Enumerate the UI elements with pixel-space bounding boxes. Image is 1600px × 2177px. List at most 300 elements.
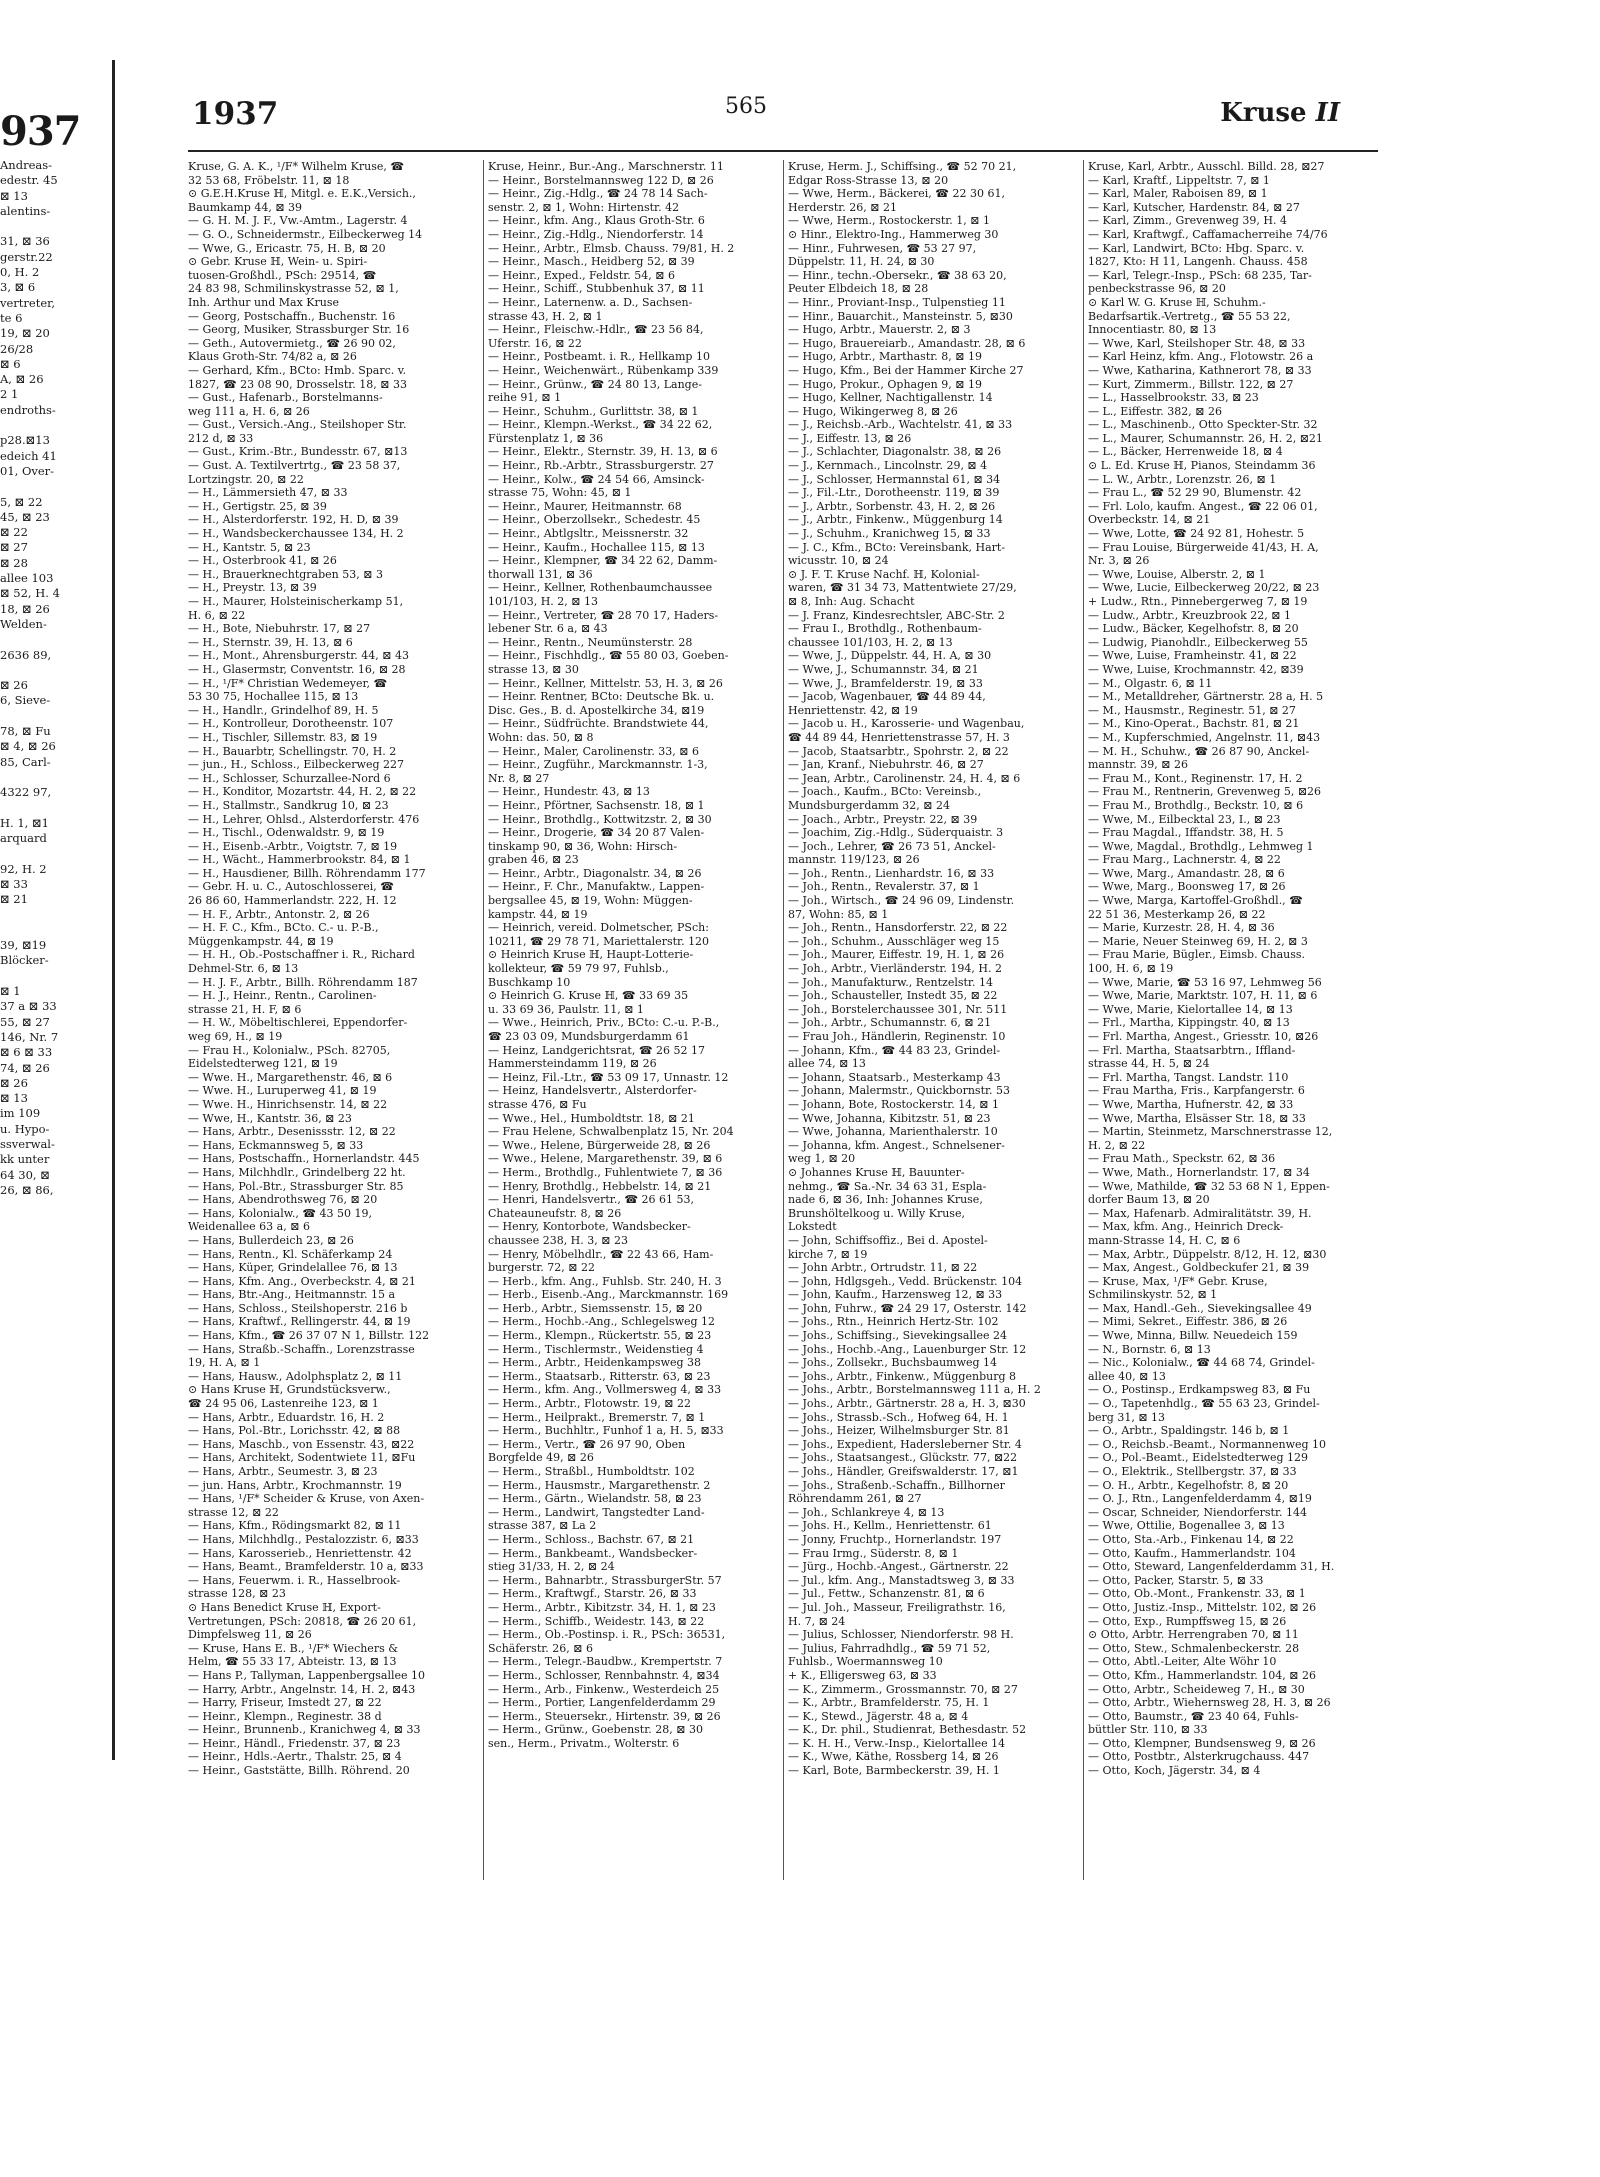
- directory-entry: — Wwe, Martha, Elsässer Str. 18, ⊠ 33: [1088, 1111, 1306, 1125]
- directory-entry: — Herm., kfm. Ang., Vollmersweg 4, ⊠ 33: [488, 1383, 722, 1397]
- header-year: 1937: [192, 96, 279, 132]
- directory-entry: — Hans, Milchhdlr., Grindelberg 22 ht.: [188, 1165, 406, 1179]
- directory-entry: — Karl, Kraftwgf., Caffamacherreihe 74/76: [1088, 227, 1328, 241]
- directory-entry: — Herb., kfm. Ang., Fuhlsb. Str. 240, H. 3: [488, 1274, 722, 1288]
- left-strip-line: 39, ⊠19: [0, 938, 47, 953]
- directory-entry: — J., Eiffestr. 13, ⊠ 26: [788, 431, 912, 445]
- left-strip-line: [0, 846, 112, 861]
- left-strip-line: ⊠ 52, H. 4: [0, 586, 60, 601]
- directory-entry: strasse 44, H. 5, ⊠ 24: [1088, 1057, 1210, 1071]
- directory-entry: burgerstr. 72, ⊠ 22: [488, 1261, 596, 1275]
- directory-entry: — Wwe, G., Ericastr. 75, H. B, ⊠ 20: [188, 241, 386, 255]
- directory-entry: — Karl Heinz, kfm. Ang., Flotowstr. 26 a: [1088, 350, 1314, 364]
- directory-entry: — H., Glasermstr, Conventstr. 16, ⊠ 28: [188, 662, 406, 676]
- directory-entry: Weidenallee 63 a, ⊠ 6: [188, 1220, 310, 1234]
- directory-entry: — O., Elektrik., Stellbergstr. 37, ⊠ 33: [1088, 1465, 1297, 1478]
- directory-entry: — Heinr., Kellner, Rothenbaumchaussee: [488, 581, 713, 595]
- directory-entry: Wohn: das. 50, ⊠ 8: [488, 730, 594, 744]
- directory-entry: Dehmel-Str. 6, ⊠ 13: [188, 962, 299, 976]
- directory-entry: — K., Zimmerm., Grossmannstr. 70, ⊠ 27: [788, 1682, 1018, 1696]
- directory-entry: — Ludw., Bäcker, Kegelhofstr. 8, ⊠ 20: [1088, 622, 1299, 636]
- directory-entry: — L., Bäcker, Herrenweide 18, ⊠ 4: [1088, 445, 1283, 459]
- directory-entry: — Hans, Kfm., Rödingsmarkt 82, ⊠ 11: [188, 1519, 402, 1533]
- left-strip-line: Welden-: [0, 616, 47, 631]
- directory-entry: — K., Arbtr., Bramfelderstr. 75, H. 1: [788, 1696, 990, 1710]
- directory-entry: Bedarfsartik.-Vertretg., ☎ 55 53 22,: [1088, 309, 1291, 323]
- directory-entry: — Herm., Klempn., Rückertstr. 55, ⊠ 23: [488, 1329, 712, 1343]
- directory-entry: — Herm., Telegr.-Baudbw., Krempertstr. 7: [488, 1655, 723, 1669]
- directory-entry: — Herm., Gärtn., Wielandstr. 58, ⊠ 23: [488, 1492, 702, 1506]
- directory-entry: ⊙ Otto, Arbtr. Herrengraben 70, ⊠ 11: [1088, 1628, 1299, 1642]
- directory-entry: Brunshöltelkoog u. Willy Kruse,: [788, 1206, 965, 1220]
- directory-entry: — Herm., Buchhltr., Funhof 1 a, H. 5, ⊠33: [488, 1424, 724, 1438]
- directory-entry: ⊙ J. F. T. Kruse Nachf. ℍ, Kolonial-: [788, 567, 980, 581]
- directory-entry: — Johs., Arbtr., Finkenw., Müggenburg 8: [788, 1369, 1016, 1383]
- directory-entry: Helm, ☎ 55 33 17, Abteistr. 13, ⊠ 13: [188, 1655, 397, 1669]
- directory-entry: wicusstr. 10, ⊠ 24: [788, 554, 889, 568]
- left-strip-line: 6, Sieve-: [0, 693, 51, 708]
- directory-entry: Lortzingstr. 20, ⊠ 22: [188, 472, 304, 486]
- directory-entry: — Karl, Bote, Barmbeckerstr. 39, H. 1: [788, 1764, 1000, 1778]
- directory-entry: — Frl. Lolo, kaufm. Angest., ☎ 22 06 01,: [1088, 499, 1318, 513]
- directory-entry: — Wwe, Luise, Framheinstr. 41, ⊠ 22: [1088, 649, 1297, 663]
- directory-entry: — Heinr., Hdls.-Aertr., Thalstr. 25, ⊠ 4: [188, 1750, 402, 1764]
- directory-entry: — Otto, Postbtr., Alsterkrugchauss. 447: [1088, 1750, 1310, 1764]
- directory-entry: Inh. Arthur und Max Kruse: [188, 295, 339, 309]
- directory-entry: — Johs., Hochb.-Ang., Lauenburger Str. 12: [788, 1342, 1027, 1356]
- left-strip-line: [0, 663, 112, 678]
- directory-entry: — Wwe. H., Margarethenstr. 46, ⊠ 6: [188, 1070, 393, 1084]
- directory-entry: Vertretungen, PSch: 20818, ☎ 26 20 61,: [188, 1614, 417, 1628]
- directory-entry: — John Arbtr., Ortrudstr. 11, ⊠ 22: [788, 1261, 978, 1275]
- directory-entry: — Hans, Kolonialw., ☎ 43 50 19,: [188, 1206, 373, 1220]
- directory-entry: — Wwe, Lotte, ☎ 24 92 81, Hohestr. 5: [1088, 527, 1305, 541]
- directory-entry: — N., Bornstr. 6, ⊠ 13: [1088, 1342, 1211, 1356]
- directory-entry: — Karl, Landwirt, BCto: Hbg. Sparc. v.: [1088, 241, 1305, 255]
- directory-entry: — Herm., Schlosser, Rennbahnstr. 4, ⊠34: [488, 1668, 720, 1682]
- directory-entry: — Geth., Autovermietg., ☎ 26 90 02,: [188, 336, 396, 350]
- directory-entry: — Heinr., Weichenwärt., Rübenkamp 339: [488, 363, 719, 377]
- directory-entry: ⊙ Hinr., Elektro-Ing., Hammerweg 30: [788, 227, 999, 241]
- directory-entry: — H. J., Heinr., Rentn., Carolinen-: [188, 989, 377, 1003]
- directory-entry: — Wwe, Johanna, Kibitzstr. 51, ⊠ 23: [788, 1111, 991, 1125]
- directory-entry: Kruse, Heinr., Bur.-Ang., Marschnerstr. 11: [488, 160, 724, 173]
- directory-entry: — Wwe, Marg., Boonsweg 17, ⊠ 26: [1088, 880, 1286, 894]
- directory-entry: — Johann, Kfm., ☎ 44 83 23, Grindel-: [788, 1043, 1001, 1057]
- directory-entry: — Frau Louise, Bürgerweide 41/43, H. A,: [1088, 540, 1319, 554]
- directory-entry: weg 69, H., ⊠ 19: [188, 1030, 283, 1043]
- directory-entry: Edgar Ross-Strasse 13, ⊠ 20: [788, 173, 949, 187]
- directory-entry: — Hans, Hausw., Adolphsplatz 2, ⊠ 11: [188, 1369, 403, 1383]
- directory-entry: — J., Arbtr., Finkenw., Müggenburg 14: [788, 513, 1003, 527]
- directory-entry: — Joh., Arbtr., Schumannstr. 6, ⊠ 21: [788, 1016, 992, 1030]
- directory-entry: — Otto, Koch, Jägerstr. 34, ⊠ 4: [1088, 1764, 1261, 1778]
- directory-entry: — Johs., Straßenb.-Schaffn., Billhorner: [788, 1478, 1005, 1492]
- directory-entry: ⊙ Heinrich G. Kruse ℍ, ☎ 33 69 35: [488, 989, 689, 1003]
- directory-entry: — Wwe, Marie, Kielortallee 14, ⊠ 13: [1088, 1002, 1293, 1016]
- directory-entry: — Herm., Bahnarbtr., StrassburgerStr. 57: [488, 1573, 722, 1587]
- directory-entry: 53 30 75, Hochallee 115, ⊠ 13: [188, 690, 359, 704]
- left-strip-line: alentins-: [0, 203, 51, 218]
- directory-entry: — Joh., Maurer, Eiffestr. 19, H. 1, ⊠ 26: [788, 948, 1005, 962]
- directory-entry: Fuhlsb., Woermannsweg 10: [788, 1655, 943, 1669]
- directory-entry: — Jul., Fettw., Schanzenstr. 81, ⊠ 6: [788, 1587, 985, 1601]
- left-strip-line: ⊠ 4, ⊠ 26: [0, 739, 56, 754]
- directory-entry: — Frau Magdal., Iffandstr. 38, H. 5: [1088, 826, 1284, 840]
- directory-entry: — Joach., Kaufm., BCto: Vereinsb.,: [788, 785, 982, 799]
- directory-entry: — J. Franz, Kindesrechtsler, ABC-Str. 2: [788, 608, 1005, 622]
- directory-entry: — L., Maurer, Schumannstr. 26, H. 2, ⊠21: [1088, 431, 1323, 445]
- directory-entry: ⊙ L. Ed. Kruse ℍ, Pianos, Steindamm 36: [1088, 459, 1316, 473]
- directory-entry: — Hinr., Fuhrwesen, ☎ 53 27 97,: [788, 241, 977, 255]
- directory-entry: — Otto, Steward, Langenfelderdamm 31, H.: [1088, 1560, 1335, 1574]
- directory-entry: — Heinr., Oberzollsekr., Schedestr. 45: [488, 513, 701, 527]
- directory-entry: Hammersteindamm 119, ⊠ 26: [488, 1057, 657, 1071]
- directory-entry: 100, H. 6, ⊠ 19: [1088, 962, 1174, 976]
- directory-entry: — Otto, Arbtr., Wiehernsweg 28, H. 3, ⊠ 26: [1088, 1696, 1331, 1710]
- directory-entry: strasse 476, ⊠ Fu: [488, 1097, 587, 1111]
- directory-entry: — Marie, Neuer Steinweg 69, H. 2, ⊠ 3: [1088, 934, 1308, 948]
- directory-entry: Düppelstr. 11, H. 24, ⊠ 30: [788, 255, 935, 269]
- left-strip-line: 26, ⊠ 86,: [0, 1182, 54, 1197]
- directory-entry: — Herm., Schiffb., Weidestr. 143, ⊠ 22: [488, 1614, 705, 1628]
- directory-entry: — Joh., Schausteller, Instedt 35, ⊠ 22: [788, 989, 998, 1003]
- directory-entry: Nr. 8, ⊠ 27: [488, 771, 550, 785]
- column-divider: [483, 160, 484, 1880]
- directory-entry: — Heinr., Maler, Carolinenstr. 33, ⊠ 6: [488, 744, 700, 758]
- directory-entry: — Hinr., Bauarchit., Mansteinstr. 5, ⊠30: [788, 309, 1013, 323]
- directory-entry: — Oscar, Schneider, Niendorferstr. 144: [1088, 1505, 1308, 1519]
- directory-entry: — Otto, Kaufm., Hammerlandstr. 104: [1088, 1546, 1296, 1560]
- directory-entry: — Georg, Musiker, Strassburger Str. 16: [188, 323, 410, 337]
- directory-entry: ☎ 44 89 44, Henriettenstrasse 57, H. 3: [788, 730, 1010, 744]
- directory-entry: — Frau Marie, Bügler., Eimsb. Chauss.: [1088, 948, 1305, 962]
- left-strip-line: allee 103: [0, 571, 54, 586]
- directory-entry: — Frau Martha, Fris., Karpfangerstr. 6: [1088, 1084, 1305, 1098]
- directory-entry: — Joh., Borstelerchaussee 301, Nr. 511: [788, 1002, 1008, 1016]
- directory-entry: Herderstr. 26, ⊠ 21: [788, 200, 897, 214]
- directory-entry: 101/103, H. 2, ⊠ 13: [488, 595, 598, 608]
- left-strip-line: vertreter,: [0, 295, 56, 310]
- directory-entry: — Wwe, Luise, Krochmannstr. 42, ⊠39: [1088, 662, 1304, 676]
- directory-entry: — Herb., Eisenb.-Ang., Marckmannstr. 169: [488, 1288, 729, 1302]
- directory-entry: — Wwe, J., Düppelstr. 44, H. A, ⊠ 30: [788, 649, 992, 663]
- directory-entry: — Herm., Hochb.-Ang., Schlegelsweg 12: [488, 1315, 716, 1329]
- directory-entry: — Frau M., Brothdlg., Beckstr. 10, ⊠ 6: [1088, 798, 1304, 812]
- directory-entry: — Heinr., Vertreter, ☎ 28 70 17, Haders-: [488, 608, 719, 622]
- directory-entry: 10211, ☎ 29 78 71, Mariettalerstr. 120: [488, 934, 710, 948]
- directory-entry: — K., Wwe, Käthe, Rossberg 14, ⊠ 26: [788, 1750, 999, 1764]
- directory-entry: strasse 21, H. F, ⊠ 6: [188, 1002, 302, 1016]
- directory-entry: ⊙ Gebr. Kruse ℍ, Wein- u. Spiri-: [188, 255, 368, 269]
- directory-entry: reihe 91, ⊠ 1: [488, 391, 562, 405]
- directory-entry: strasse 387, ⊠ La 2: [488, 1519, 597, 1533]
- directory-entry: 26 86 60, Hammerlandstr. 222, H. 12: [188, 894, 397, 908]
- directory-entry: ☎ 24 95 06, Lastenreihe 123, ⊠ 1: [188, 1397, 379, 1411]
- directory-entry: — J., Fil.-Ltr., Dorotheenstr. 119, ⊠ 39: [788, 486, 1000, 500]
- directory-entry: Fürstenplatz 1, ⊠ 36: [488, 431, 604, 445]
- directory-entry: — Joh., Rentn., Revalerstr. 37, ⊠ 1: [788, 880, 980, 894]
- directory-entry: — J., Schuhm., Kranichweg 15, ⊠ 33: [788, 527, 991, 541]
- directory-entry: — H., Mont., Ahrensburgerstr. 44, ⊠ 43: [188, 649, 409, 663]
- directory-entry: — Heinr., Masch., Heidberg 52, ⊠ 39: [488, 255, 695, 269]
- left-strip-line: te 6: [0, 310, 23, 325]
- directory-entry: — Heinr., Gaststätte, Billh. Röhrend. 20: [188, 1764, 410, 1778]
- directory-entry: — Heinr., Exped., Feldstr. 54, ⊠ 6: [488, 268, 675, 282]
- directory-entry: Kruse, Karl, Arbtr., Ausschl. Billd. 28, ⊠27: [1088, 160, 1325, 173]
- directory-entry: — Otto, Exp., Rumpffsweg 15, ⊠ 26: [1088, 1614, 1287, 1628]
- directory-entry: — Frl., Martha, Kippingstr. 40, ⊠ 13: [1088, 1016, 1290, 1030]
- directory-entry: — H., Stallmstr., Sandkrug 10, ⊠ 23: [188, 798, 389, 812]
- running-head-section: II: [1315, 98, 1340, 128]
- directory-entry: 87, Wohn: 85, ⊠ 1: [788, 907, 889, 921]
- directory-entry: — Joh., Manufakturw., Rentzelstr. 14: [788, 975, 993, 989]
- directory-entry: — Mimi, Sekret., Eiffestr. 386, ⊠ 26: [1088, 1315, 1288, 1329]
- directory-entry: — John, Fuhrw., ☎ 24 29 17, Osterstr. 142: [788, 1301, 1027, 1315]
- directory-entry: — Johs., Händler, Greifswalderstr. 17, ⊠1: [788, 1465, 1019, 1478]
- directory-entry: kampstr. 44, ⊠ 19: [488, 907, 588, 921]
- directory-entry: dorfer Baum 13, ⊠ 20: [1088, 1193, 1210, 1207]
- directory-entry: — Heinr., Kolw., ☎ 24 54 66, Amsinck-: [488, 472, 705, 486]
- directory-entry: — Otto, Baumstr., ☎ 23 40 64, Fuhls-: [1088, 1709, 1299, 1723]
- directory-entry: — Heinr., Brunnenb., Kranichweg 4, ⊠ 33: [188, 1723, 421, 1737]
- directory-entry: kirche 7, ⊠ 19: [788, 1247, 868, 1261]
- directory-entry: — K., Dr. phil., Studienrat, Bethesdastr. 52: [788, 1723, 1027, 1737]
- left-strip-line: u. Hypo-: [0, 1121, 50, 1136]
- directory-entry: — H. H., Ob.-Postschaffner i. R., Richard: [188, 948, 415, 962]
- directory-entry: — Hans, Milchhdlg., Pestalozzistr. 6, ⊠33: [188, 1532, 419, 1546]
- left-strip-line: ⊠ 28: [0, 555, 28, 570]
- directory-entry: — G. H. M. J. F., Vw.-Amtm., Lagerstr. 4: [188, 214, 408, 228]
- directory-entry: — Frau Helene, Schwalbenplatz 15, Nr. 204: [488, 1125, 734, 1139]
- directory-entry: — Frau M., Rentnerin, Grevenweg 5, ⊠26: [1088, 785, 1322, 799]
- directory-entry: — Wwe., Helene, Margarethenstr. 39, ⊠ 6: [488, 1152, 723, 1166]
- directory-entry: Baumkamp 44, ⊠ 39: [188, 200, 303, 214]
- left-strip-line: ⊠ 26: [0, 1075, 28, 1090]
- directory-entry: — Herm., Brothdlg., Fuhlentwiete 7, ⊠ 36: [488, 1165, 723, 1179]
- directory-entry: — Max, Angest., Goldbeckufer 21, ⊠ 39: [1088, 1261, 1310, 1275]
- directory-entry: — Johann, Malermstr., Quickbornstr. 53: [788, 1084, 1011, 1098]
- directory-entry: — H. W., Möbeltischlerei, Eppendorfer-: [188, 1016, 408, 1030]
- directory-entry: — Kurt, Zimmerm., Billstr. 122, ⊠ 27: [1088, 377, 1294, 391]
- directory-entry: u. 33 69 36, Paulstr. 11, ⊠ 1: [488, 1002, 644, 1016]
- directory-entry: — Joachim, Zig.-Hdlg., Süderquaistr. 3: [788, 826, 1004, 840]
- directory-entry: Müggenkampstr. 44, ⊠ 19: [188, 934, 334, 948]
- directory-entry: — Hans, Eckmannsweg 5, ⊠ 33: [188, 1138, 364, 1152]
- directory-entry: — Henri, Handelsvertr., ☎ 26 61 53,: [488, 1193, 695, 1207]
- directory-entry: Kruse, Herm. J., Schiffsing., ☎ 52 70 21,: [788, 160, 1017, 173]
- left-page-year: 937: [0, 108, 81, 155]
- directory-entry: — Heinr., Kellner, Mittelstr. 53, H. 3, ⊠ 26: [488, 676, 723, 690]
- directory-entry: — Wwe, Lucie, Eilbeckerweg 20/22, ⊠ 23: [1088, 581, 1320, 595]
- directory-entry: chaussee 238, H. 3, ⊠ 23: [488, 1233, 628, 1247]
- directory-entry: — Heinr., Zig.-Hdlg., ☎ 24 78 14 Sach-: [488, 187, 708, 201]
- directory-entry: — Julius, Schlosser, Niendorferstr. 98 H.: [788, 1628, 1014, 1642]
- directory-entry: — H., ¹/F* Christian Wedemeyer, ☎: [188, 676, 388, 690]
- left-strip-line: [0, 632, 112, 647]
- directory-entry: — Heinr., Maurer, Heitmannstr. 68: [488, 499, 682, 513]
- left-strip-line: ⊠ 1: [0, 984, 21, 999]
- directory-entry: chaussee 101/103, H. 2, ⊠ 13: [788, 635, 953, 649]
- left-strip-line: 45, ⊠ 23: [0, 509, 50, 524]
- directory-entry: — Wwe, Marga, Kartoffel-Großhdl., ☎: [1088, 894, 1303, 908]
- directory-entry: — Johann, Staatsarb., Mesterkamp 43: [788, 1070, 1001, 1084]
- directory-entry: — M. H., Schuhw., ☎ 26 87 90, Anckel-: [1088, 744, 1310, 758]
- directory-entry: — Joh., Rentn., Hansdorferstr. 22, ⊠ 22: [788, 921, 1008, 935]
- directory-entry: — H., Konditor, Mozartstr. 44, H. 2, ⊠ 22: [188, 785, 417, 799]
- directory-entry: — H., Kontrolleur, Dorotheenstr. 107: [188, 717, 394, 731]
- directory-entry: — Heinr., Drogerie, ☎ 34 20 87 Valen-: [488, 826, 705, 840]
- directory-entry: — jun. Hans, Arbtr., Krochmannstr. 19: [188, 1478, 402, 1492]
- directory-entry: — Wwe, Martha, Hufnerstr. 42, ⊠ 33: [1088, 1097, 1294, 1111]
- directory-entry: senstr. 2, ⊠ 1, Wohn: Hirtenstr. 42: [488, 200, 680, 214]
- directory-entry: — J., Reichsb.-Arb., Wachtelstr. 41, ⊠ 33: [788, 418, 1013, 432]
- left-strip-line: 146, Nr. 7: [0, 1029, 59, 1044]
- left-strip-line: ⊠ 33: [0, 876, 28, 891]
- directory-entry: — Heinr., Klempn.-Werkst., ☎ 34 22 62,: [488, 418, 713, 432]
- left-strip-line: Andreas-: [0, 158, 53, 172]
- left-strip-line: [0, 969, 112, 984]
- directory-entry: — Heinr., Schuhm., Gurlittstr. 38, ⊠ 1: [488, 404, 699, 418]
- directory-entry: — Otto, Kfm., Hammerlandstr. 104, ⊠ 26: [1088, 1668, 1316, 1682]
- directory-entry: nehmg., ☎ Sa.-Nr. 34 63 31, Espla-: [788, 1179, 987, 1193]
- directory-entry: — Heinrich, vereid. Dolmetscher, PSch:: [488, 921, 709, 935]
- directory-entry: — Heinr., Arbtr., Elmsb. Chauss. 79/81, H. 2: [488, 241, 735, 255]
- left-strip-line: ⊠ 6 ⊠ 33: [0, 1045, 53, 1060]
- directory-entry: — Joach., Arbtr., Preystr. 22, ⊠ 39: [788, 812, 978, 826]
- directory-entry: — John, Hdlgsgeh., Vedd. Brückenstr. 104: [788, 1274, 1023, 1288]
- directory-entry: — J., Arbtr., Sorbenstr. 43, H. 2, ⊠ 26: [788, 499, 996, 513]
- directory-entry: — Johanna, kfm. Angest., Schnelsener-: [788, 1138, 1005, 1152]
- directory-entry: — Johs., Zollsekr., Buchsbaumweg 14: [788, 1356, 998, 1370]
- directory-entry: — Karl, Kutscher, Hardenstr. 84, ⊠ 27: [1088, 200, 1300, 214]
- directory-entry: — Jacob u. H., Karosserie- und Wagenbau,: [788, 717, 1025, 731]
- left-strip-line: 18, ⊠ 26: [0, 601, 50, 616]
- directory-entry: 1827, Kto: H 11, Langenh. Chauss. 458: [1088, 255, 1308, 269]
- directory-entry: kollekteur, ☎ 59 79 97, Fuhlsb.,: [488, 962, 669, 976]
- directory-entry: — L., Hasselbrookstr. 33, ⊠ 23: [1088, 391, 1259, 405]
- directory-entry: ⊙ Hans Kruse ℍ, Grundstücksverw.,: [188, 1383, 391, 1397]
- directory-entry: — jun., H., Schloss., Eilbeckerweg 227: [188, 758, 405, 772]
- directory-entry: — Wwe. H., Hinrichsenstr. 14, ⊠ 22: [188, 1097, 388, 1111]
- directory-entry: — Herm., Steuersekr., Hirtenstr. 39, ⊠ 26: [488, 1709, 721, 1723]
- directory-entry: ⊠ 8, Inh: Aug. Schacht: [788, 595, 915, 608]
- directory-entry: — Wwe, J., Schumannstr. 34, ⊠ 21: [788, 662, 979, 676]
- directory-entry: — O., Reichsb.-Beamt., Normannenweg 10: [1088, 1437, 1327, 1451]
- directory-entry: — Joh., Wirtsch., ☎ 24 96 09, Lindenstr.: [788, 894, 1015, 908]
- left-strip-line: 37 a ⊠ 33: [0, 999, 57, 1014]
- directory-entry: — Hans, Pol.-Btr., Lorichsstr. 42, ⊠ 88: [188, 1424, 401, 1438]
- running-head-name: Kruse: [1220, 98, 1307, 128]
- left-strip-line: ⊠ 26: [0, 678, 28, 693]
- directory-entry: — Johs., Arbtr., Borstelmannsweg 111 a, H. 2: [788, 1383, 1041, 1397]
- directory-entry: — H., Wandsbeckerchaussee 134, H. 2: [188, 527, 404, 541]
- directory-entry: — H., Kantstr. 5, ⊠ 23: [188, 540, 311, 554]
- directory-entry: — Otto, Ob.-Mont., Frankenstr. 33, ⊠ 1: [1088, 1587, 1306, 1601]
- directory-entry: — Heinr., Borstelmannsweg 122 D, ⊠ 26: [488, 173, 714, 187]
- directory-entry: — G. O., Schneidermstr., Eilbeckerweg 14: [188, 227, 423, 241]
- directory-entry: — Herm., Schloss., Bachstr. 67, ⊠ 21: [488, 1532, 695, 1546]
- directory-entry: — Heinr., Arbtr., Diagonalstr. 34, ⊠ 26: [488, 866, 702, 880]
- directory-entry: — Heinr., Kaufm., Hochallee 115, ⊠ 13: [488, 540, 705, 554]
- left-strip-line: ⊠ 27: [0, 540, 28, 555]
- directory-entry: — J., Schlachter, Diagonalstr. 38, ⊠ 26: [788, 445, 1002, 459]
- directory-entry: — O., Tapetenhdlg., ☎ 55 63 23, Grindel-: [1088, 1397, 1320, 1411]
- directory-entry: — Heinr. Rentner, BCto: Deutsche Bk. u.: [488, 690, 715, 704]
- directory-entry: + Ludw., Rtn., Pinnebergerweg 7, ⊠ 19: [1088, 595, 1308, 608]
- directory-entry: — Johann, Bote, Rostockerstr. 14, ⊠ 1: [788, 1097, 999, 1111]
- directory-entry: — Wwe., Heinrich, Priv., BCto: C.-u. P.-B.,: [488, 1016, 720, 1030]
- directory-entry: — Marie, Kurzestr. 28, H. 4, ⊠ 36: [1088, 921, 1275, 935]
- directory-entry: — Heinr., Laternenw. a. D., Sachsen-: [488, 295, 693, 309]
- left-strip-line: 92, H. 2: [0, 861, 47, 876]
- directory-entry: mannstr. 39, ⊠ 26: [1088, 758, 1188, 772]
- directory-entry: — Ludw., Arbtr., Kreuzbrook 22, ⊠ 1: [1088, 608, 1292, 622]
- directory-entry: — Harry, Arbtr., Angelnstr. 14, H. 2, ⊠43: [188, 1682, 416, 1696]
- directory-entry: ⊙ Karl W. G. Kruse ℍ, Schuhm.-: [1088, 295, 1266, 309]
- directory-entry: — H., Brauerknechtgraben 53, ⊠ 3: [188, 567, 383, 581]
- directory-entry: — Hugo, Arbtr., Marthastr. 8, ⊠ 19: [788, 350, 982, 364]
- directory-column-1: [188, 160, 478, 1880]
- directory-entry: — Otto, Stew., Schmalenbeckerstr. 28: [1088, 1641, 1300, 1655]
- directory-entry: lebener Str. 6 a, ⊠ 43: [488, 622, 608, 636]
- directory-entry: — Heinr., Grünw., ☎ 24 80 13, Lange-: [488, 377, 702, 391]
- directory-entry: — Hugo, Prokur., Ophagen 9, ⊠ 19: [788, 377, 982, 391]
- directory-entry: — Heinr., Pförtner, Sachsenstr. 18, ⊠ 1: [488, 798, 705, 812]
- directory-entry: — Hans, Btr.-Ang., Heitmannstr. 15 a: [188, 1288, 396, 1302]
- directory-entry: — Georg, Postschaffn., Buchenstr. 16: [188, 309, 396, 323]
- directory-entry: — H., Preystr. 13, ⊠ 39: [188, 581, 317, 595]
- directory-entry: — H., Bote, Niebuhrstr. 17, ⊠ 27: [188, 622, 371, 636]
- directory-entry: Mundsburgerdamm 32, ⊠ 24: [788, 798, 950, 812]
- directory-entry: — J. C., Kfm., BCto: Vereinsbank, Hart-: [788, 540, 1006, 554]
- directory-entry: — Wwe. H., Luruperweg 41, ⊠ 19: [188, 1084, 377, 1098]
- left-strip-line: arquard: [0, 831, 47, 846]
- directory-entry: — M., Olgastr. 6, ⊠ 11: [1088, 676, 1213, 690]
- directory-entry: — Wwe, Magdal., Brothdlg., Lehmweg 1: [1088, 839, 1314, 853]
- directory-entry: — H., Bauarbtr, Schellingstr. 70, H. 2: [188, 744, 397, 758]
- directory-entry: — Herm., Staatsarb., Ritterstr. 63, ⊠ 23: [488, 1369, 711, 1383]
- running-head: [1220, 98, 1340, 128]
- directory-entry: — Wwe, Marg., Amandastr. 28, ⊠ 6: [1088, 866, 1285, 880]
- directory-entry: — Gebr. H. u. C., Autoschlosserei, ☎: [188, 880, 394, 894]
- directory-entry: — H., Schlosser, Schurzallee-Nord 6: [188, 771, 391, 785]
- directory-entry: graben 46, ⊠ 23: [488, 853, 579, 867]
- left-page-lines: [0, 158, 112, 1198]
- directory-entry: — Gust., Versich.-Ang., Steilshoper Str.: [188, 418, 407, 432]
- left-strip-line: [0, 908, 112, 923]
- directory-entry: — Gust., Hafenarb., Borstelmanns-: [188, 391, 383, 405]
- left-strip-line: [0, 770, 112, 785]
- directory-entry: Lokstedt: [788, 1220, 837, 1234]
- column-divider: [1083, 160, 1084, 1880]
- directory-entry: Schmilinskystr. 52, ⊠ 1: [1088, 1288, 1218, 1302]
- left-strip-line: ssverwal-: [0, 1137, 55, 1151]
- directory-entry: — J., Schlosser, Hermannstal 61, ⊠ 34: [788, 472, 1001, 486]
- left-strip-line: 74, ⊠ 26: [0, 1060, 50, 1075]
- directory-entry: — Wwe, Ottilie, Bogenallee 3, ⊠ 13: [1088, 1519, 1285, 1533]
- directory-page: [170, 88, 1380, 1880]
- directory-entry: — H., Alsterdorferstr. 192, H. D, ⊠ 39: [188, 513, 399, 527]
- directory-entry: — Hans, Arbtr., Eduardstr. 16, H. 2: [188, 1410, 385, 1424]
- left-strip-line: 3, ⊠ 6: [0, 280, 36, 295]
- directory-entry: — Hugo, Wikingerweg 8, ⊠ 26: [788, 404, 958, 418]
- directory-entry: — Frl. Martha, Angest., Griesstr. 10, ⊠26: [1088, 1030, 1319, 1043]
- directory-entry: — Herm., Kraftwgf., Starstr. 26, ⊠ 33: [488, 1587, 697, 1601]
- directory-entry: — Karl, Kraftf., Lippeltstr. 7, ⊠ 1: [1088, 173, 1270, 187]
- directory-entry: — Otto, Klempner, Bundsensweg 9, ⊠ 26: [1088, 1736, 1316, 1750]
- directory-entry: thorwall 131, ⊠ 36: [488, 567, 593, 581]
